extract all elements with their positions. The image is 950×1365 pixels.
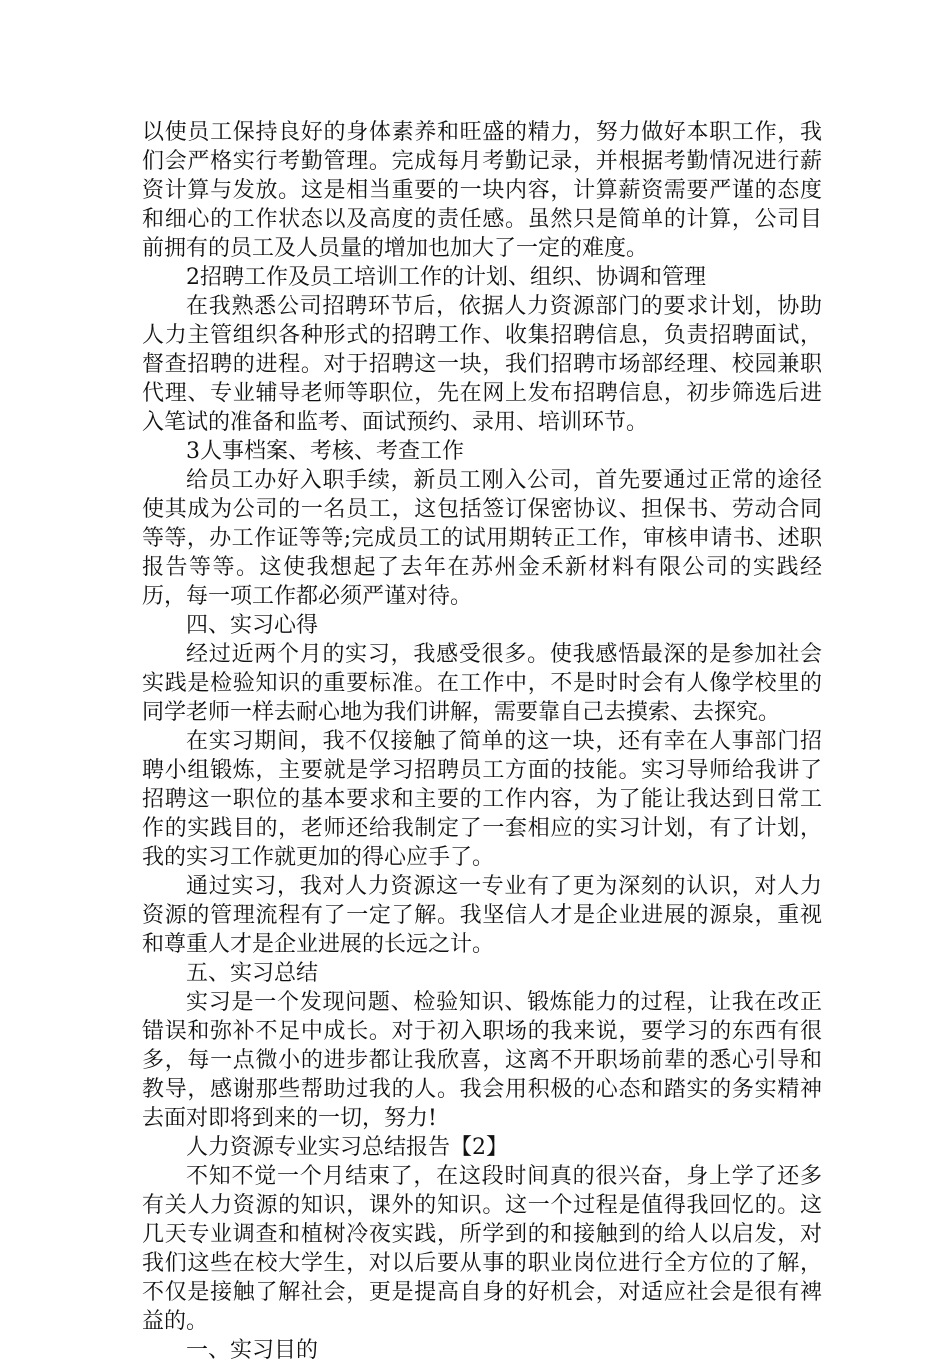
paragraph: 在实习期间，我不仅接触了简单的这一块，还有幸在人事部门招聘小组锻炼，主要就是学习招聘员工方面的技能。实习导师给我讲了招聘这一职位的基本要求和主要的工作内容，为了能让我达到日常工作的实践目的，老师还给我制定了一套相应的实习计划，有了计划，我的实习工作就更加的得心应手了。 bbox=[142, 729, 822, 870]
section-heading: 一、实习目的 bbox=[186, 1338, 319, 1363]
section-heading: 五、实习总结 bbox=[186, 961, 319, 986]
section-heading: 四、实习心得 bbox=[186, 613, 319, 638]
paragraph: 经过近两个月的实习，我感受很多。使我感悟最深的是参加社会实践是检验知识的重要标准。在工作中，不是时时会有人像学校里的同学老师一样去耐心地为我们讲解，需要靠自己去摸索、去探究。 bbox=[142, 642, 822, 725]
section-heading: 2招聘工作及员工培训工作的计划、组织、协调和管理 bbox=[186, 265, 706, 290]
paragraph: 在我熟悉公司招聘环节后，依据人力资源部门的要求计划，协助人力主管组织各种形式的招聘工作、收集招聘信息，负责招聘面试，督查招聘的进程。对于招聘这一块，我们招聘市场部经理、校园兼职代理、专业辅导老师等职位，先在网上发布招聘信息，初步筛选后进入笔试的准备和监考、面试预约、录用、培训环节。 bbox=[142, 294, 822, 435]
paragraph: 实习是一个发现问题、检验知识、锻炼能力的过程，让我在改正错误和弥补不足中成长。对于初入职场的我来说，要学习的东西有很多，每一点微小的进步都让我欣喜，这离不开职场前辈的悉心引导和教导，感谢那些帮助过我的人。我会用积极的心态和踏实的务实精神去面对即将到来的一切，努力! bbox=[142, 990, 822, 1131]
paragraph: 不知不觉一个月结束了，在这段时间真的很兴奋，身上学了还多有关人力资源的知识，课外的知识。这一个过程是值得我回忆的。这几天专业调查和植树冷夜实践，所学到的和接触到的给人以启发，对我们这些在校大学生，对以后要从事的职业岗位进行全方位的了解，不仅是接触了解社会，更是提高自身的好机会，对适应社会是很有裨益的。 bbox=[142, 1164, 822, 1334]
section-heading: 3人事档案、考核、考查工作 bbox=[186, 439, 464, 464]
paragraph: 给员工办好入职手续，新员工刚入公司，首先要通过正常的途径使其成为公司的一名员工，这包括签订保密协议、担保书、劳动合同等等，办工作证等等;完成员工的试用期转正工作，审核申请书、述职报告等等。这使我想起了去年在苏州金禾新材料有限公司的实践经历，每一项工作都必须严谨对待。 bbox=[142, 468, 822, 609]
paragraph: 通过实习，我对人力资源这一专业有了更为深刻的认识，对人力资源的管理流程有了一定了解。我坚信人才是企业进展的源泉，重视和尊重人才是企业进展的长远之计。 bbox=[142, 874, 822, 957]
paragraph: 以使员工保持良好的身体素养和旺盛的精力，努力做好本职工作，我们会严格实行考勤管理。完成每月考勤记录，并根据考勤情况进行薪资计算与发放。这是相当重要的一块内容，计算薪资需要严谨的态度和细心的工作状态以及高度的责任感。虽然只是简单的计算，公司目前拥有的员工及人员量的增加也加大了一定的难度。 bbox=[142, 120, 822, 261]
report-title: 人力资源专业实习总结报告【2】 bbox=[186, 1135, 508, 1160]
document-body bbox=[142, 118, 822, 1365]
